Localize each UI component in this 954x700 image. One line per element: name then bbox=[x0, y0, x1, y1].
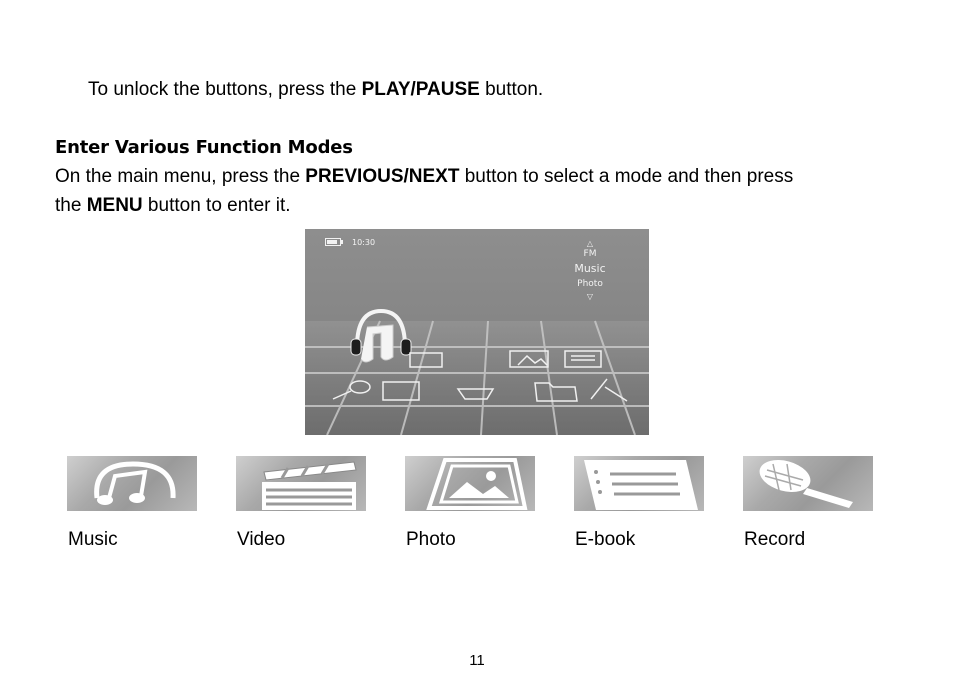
music-note-icon bbox=[67, 456, 197, 511]
menu-item-music: Music bbox=[574, 262, 606, 275]
menu-item-photo: Photo bbox=[577, 279, 603, 289]
instruction-text: On the main menu, press the bbox=[55, 166, 306, 187]
instruction-button-name: PREVIOUS/NEXT bbox=[305, 166, 460, 187]
menu-item-fm: FM bbox=[583, 249, 597, 259]
instruction-button-name: MENU bbox=[86, 195, 143, 216]
section-heading: Enter Various Function Modes bbox=[55, 137, 353, 158]
picture-frame-icon bbox=[405, 456, 535, 511]
instruction-text: button to select a mode and then press bbox=[459, 166, 794, 187]
record-mode-thumbnail bbox=[743, 456, 873, 511]
unlock-button-name: PLAY/PAUSE bbox=[361, 79, 480, 100]
page-number: 11 bbox=[469, 652, 485, 669]
microphone-icon bbox=[743, 456, 873, 511]
instruction-text: button to enter it. bbox=[142, 195, 291, 216]
instruction-text: the bbox=[55, 195, 87, 216]
menu-grid bbox=[305, 229, 649, 435]
video-mode-thumbnail bbox=[236, 456, 366, 511]
unlock-text-pre: To unlock the buttons, press the bbox=[88, 79, 362, 100]
arrow-up-icon: △ bbox=[586, 239, 594, 248]
unlock-text-post: button. bbox=[479, 79, 544, 100]
main-menu-screen bbox=[305, 229, 649, 435]
caption-photo: Photo bbox=[406, 529, 456, 550]
instruction-line-1 bbox=[55, 162, 793, 191]
caption-record: Record bbox=[744, 529, 806, 550]
caption-ebook: E-book bbox=[575, 529, 636, 550]
caption-music: Music bbox=[68, 529, 118, 550]
clock-time: 10:30 bbox=[352, 238, 376, 247]
caption-video: Video bbox=[237, 529, 286, 550]
unlock-instruction bbox=[88, 75, 543, 104]
instruction-line-2 bbox=[55, 191, 291, 220]
clapperboard-icon bbox=[236, 456, 366, 511]
ebook-mode-thumbnail bbox=[574, 456, 704, 511]
book-icon bbox=[574, 456, 704, 511]
music-mode-thumbnail bbox=[67, 456, 197, 511]
photo-mode-thumbnail bbox=[405, 456, 535, 511]
arrow-down-icon: ▽ bbox=[586, 292, 594, 301]
